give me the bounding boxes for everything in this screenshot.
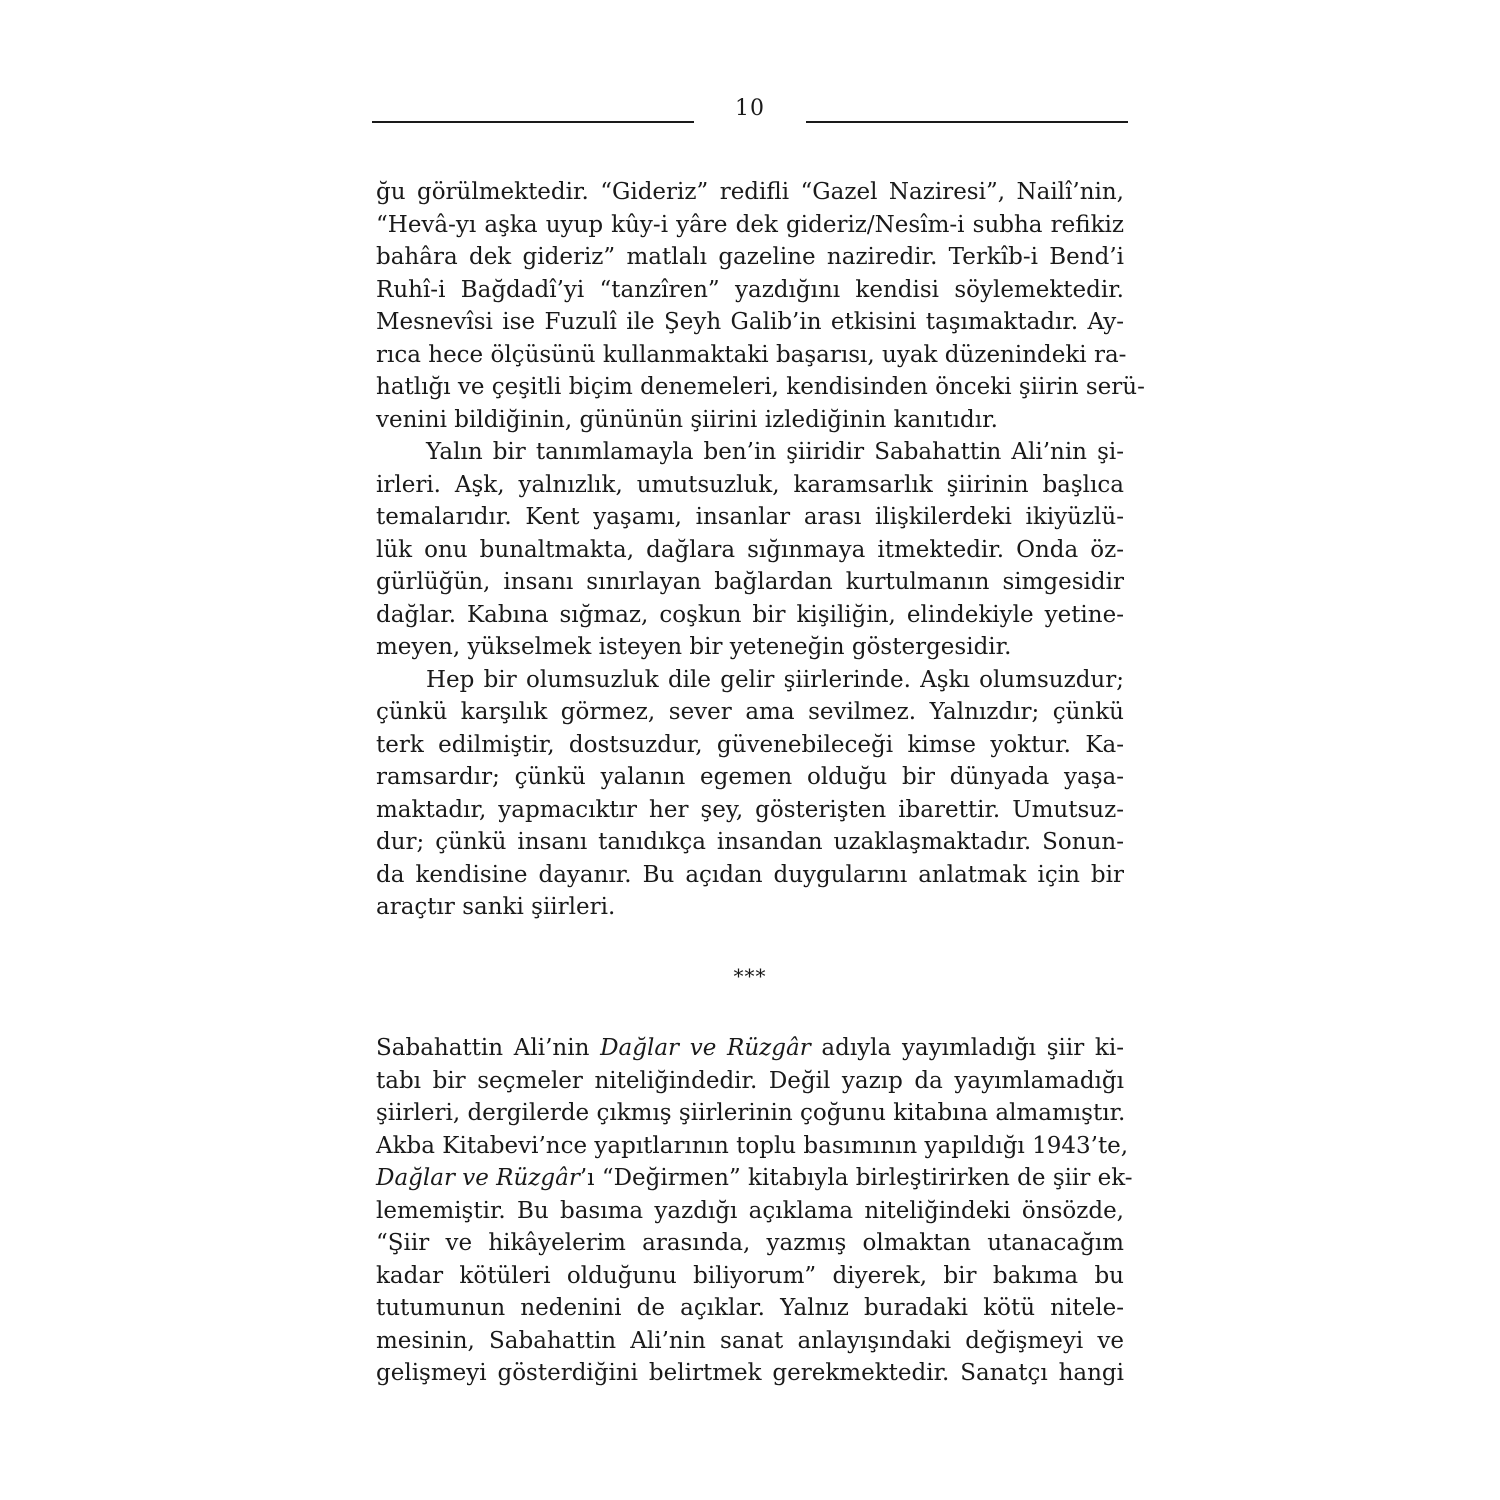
header-rule-left (372, 121, 694, 123)
book-title: Dağlar ve Rüzgâr (600, 1035, 811, 1061)
text-segment: gelişmeyi gösterdiğini belirtmek gerekmektedir. Sanatçı hangi (376, 1360, 1124, 1386)
text-line: ramsardır; çünkü yalanın egemen olduğu bir dünyada yaşa- (376, 764, 1124, 790)
text-line (376, 1130, 1129, 1163)
section-separator: *** (733, 964, 767, 988)
text-line: terk edilmiştir, dostsuzdur, güvenebileceği kimse yoktur. Ka- (376, 731, 1124, 758)
text-segment: “Şiir ve hikâyelerim arasında, yazmış olmaktan utanacağım (376, 1230, 1124, 1256)
text-line: bahâra dek gideriz” matlalı gazeline naziredir. Terkîb-i Bend’i (376, 244, 1124, 270)
text-segment: şiirleri, dergilerde çıkmış şiirlerinin çoğunu kitabına almamıştır. (376, 1100, 1126, 1126)
text-segment: adıyla yayımladığı şiir ki- (810, 1035, 1124, 1061)
text-line: Ruhî-i Bağdadî’yi “tanzîren” yazdığını kendisi söylemektedir. (376, 276, 1124, 303)
text-line: meyen, yükselmek isteyen bir yeteneğin göstergesidir. (376, 634, 1012, 660)
text-segment: mesinin, Sabahattin Ali’nin sanat anlayışındaki değişmeyi ve (376, 1327, 1124, 1354)
text-line: rıca hece ölçüsünü kullanmaktaki başarısı, uyak düzenindeki ra- (376, 341, 1127, 368)
text-line (376, 1097, 1124, 1130)
text-segment: kadar kötüleri olduğunu biliyorum” diyerek, bir bakıma bu (376, 1262, 1124, 1289)
text-line: dağlar. Kabına sığmaz, coşkun bir kişiliğin, elindekiyle yetine- (376, 601, 1124, 628)
text-line (376, 1260, 1124, 1293)
text-line: araçtır sanki şiirleri. (376, 894, 616, 920)
text-line: dur; çünkü insanı tanıdıkça insandan uzaklaşmaktadır. Sonun- (376, 829, 1124, 855)
text-line: Hep bir olumsuzluk dile gelir şiirlerinde. Aşkı olumsuzdur; (426, 666, 1124, 693)
text-line (376, 1292, 1124, 1325)
text-line (376, 1162, 1133, 1195)
text-line: “Hevâ-yı aşka uyup kûy-i yâre dek gideriz/Nesîm-i subha refikiz (376, 211, 1124, 238)
book-title: Dağlar ve Rüzgâr (376, 1165, 580, 1191)
text-line: çünkü karşılık görmez, sever ama sevilmez. Yalnızdır; çünkü (376, 699, 1124, 725)
text-line: da kendisine dayanır. Bu açıdan duygularını anlatmak için bir (376, 861, 1124, 888)
text-line: temalarıdır. Kent yaşamı, insanlar arası ilişkilerdeki ikiyüzlü- (376, 504, 1124, 530)
header-rule-right (806, 121, 1128, 123)
text-line: lük onu bunaltmakta, dağlara sığınmaya itmektedir. Onda öz- (376, 536, 1124, 563)
text-line (376, 1227, 1124, 1260)
text-segment: lememiştir. Bu basıma yazdığı açıklama niteliğindeki önsözde, (376, 1197, 1124, 1224)
text-line: Mesnevîsi ise Fuzulî ile Şeyh Galib’in etkisini taşımaktadır. Ay- (376, 309, 1124, 335)
text-line (376, 1325, 1124, 1358)
text-segment: Sabahattin Ali’nin (376, 1035, 601, 1061)
page-header (372, 96, 1128, 136)
body-text-lower (376, 1032, 1133, 1390)
body-text-upper (376, 176, 1145, 924)
text-segment: tabı bir seçmeler niteliğindedir. Değil yazıp da yayımlamadığı (376, 1067, 1124, 1094)
text-line: hatlığı ve çeşitli biçim denemeleri, kendisinden önceki şiirin serü- (376, 374, 1145, 400)
text-line: gürlüğün, insanı sınırlayan bağlardan kurtulmanın simgesidir (376, 569, 1124, 595)
text-line (376, 1032, 1124, 1065)
text-line: irleri. Aşk, yalnızlık, umutsuzluk, karamsarlık şiirinin başlıca (376, 471, 1124, 498)
page-number: 10 (735, 96, 765, 121)
text-line: maktadır, yapmacıktır her şey, gösterişten ibarettir. Umutsuz- (376, 796, 1124, 823)
text-segment: ’ı “Değirmen” kitabıyla birleştirirken de şiir ek- (579, 1165, 1133, 1191)
text-segment: tutumunun nedenini de açıklar. Yalnız buradaki kötü nitele- (376, 1295, 1124, 1321)
text-line: venini bildiğinin, gününün şiirini izlediğinin kanıtıdır. (376, 406, 998, 433)
text-segment: Akba Kitabevi’nce yapıtlarının toplu basımının yapıldığı 1943’te, (376, 1132, 1129, 1159)
text-line (376, 1065, 1124, 1098)
text-line (376, 1357, 1124, 1390)
text-line (376, 1195, 1124, 1228)
text-line: ğu görülmektedir. “Gideriz” redifli “Gazel Naziresi”, Nailî’nin, (376, 179, 1124, 205)
text-line: Yalın bir tanımlamayla ben’in şiiridir Sabahattin Ali’nin şi- (426, 439, 1124, 465)
